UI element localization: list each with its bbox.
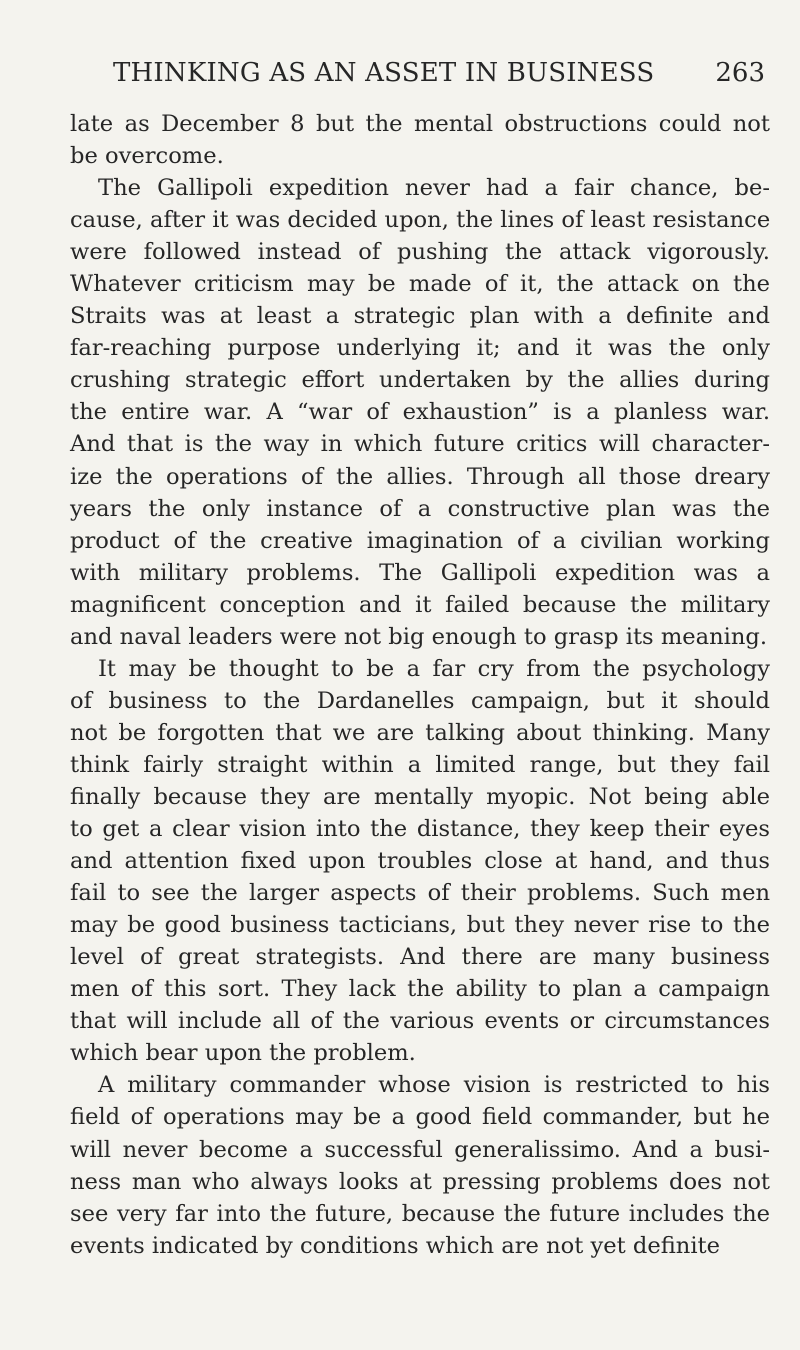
text-line: Whatever criticism may be made of it, the attack on the bbox=[70, 271, 770, 298]
running-head bbox=[113, 55, 765, 91]
text-line: far-reaching purpose underlying it; and it was the only bbox=[70, 335, 770, 362]
text-line: of business to the Dardanelles campaign, but it should bbox=[70, 687, 770, 714]
text-line: ness man who always looks at pressing problems does not bbox=[70, 1168, 770, 1195]
text-line: will never become a successful generalissimo. And a busi- bbox=[70, 1136, 770, 1163]
text-line: A military commander whose vision is restricted to his bbox=[98, 1072, 770, 1099]
page-number: 263 bbox=[715, 58, 765, 88]
text-line: product of the creative imagination of a civilian working bbox=[70, 527, 770, 554]
text-line: It may be thought to be a far cry from the psychology bbox=[98, 655, 770, 682]
text-line: fail to see the larger aspects of their problems. Such men bbox=[70, 880, 770, 907]
text-line: level of great strategists. And there are many business bbox=[70, 944, 770, 971]
text-line: to get a clear vision into the distance, they keep their eyes bbox=[70, 816, 770, 843]
running-title: THINKING AS AN ASSET IN BUSINESS bbox=[113, 58, 655, 88]
text-line: magnificent conception and it failed because the military bbox=[70, 591, 770, 618]
text-line: crushing strategic effort undertaken by the allies during bbox=[70, 367, 770, 394]
text-line: the entire war. A “war of exhaustion” is a planless war. bbox=[70, 399, 770, 426]
text-line: were followed instead of pushing the attack vigorously. bbox=[70, 239, 770, 266]
text-line: that will include all of the various events or circumstances bbox=[70, 1008, 770, 1035]
text-line: cause, after it was decided upon, the lines of least resistance bbox=[70, 207, 771, 234]
text-line: and naval leaders were not big enough to grasp its meaning. bbox=[70, 623, 768, 650]
body-text bbox=[70, 108, 770, 1262]
text-line: events indicated by conditions which are not yet definite bbox=[70, 1232, 721, 1259]
text-line: late as December 8 but the mental obstructions could not bbox=[70, 111, 770, 137]
text-line: Straits was at least a strategic plan with a definite and bbox=[70, 303, 770, 330]
text-line: ize the operations of the allies. Through all those dreary bbox=[70, 463, 770, 490]
text-line: not be forgotten that we are talking about thinking. Many bbox=[70, 719, 770, 746]
text-line: men of this sort. They lack the ability to plan a campaign bbox=[70, 976, 770, 1003]
text-line: may be good business tacticians, but they never rise to the bbox=[70, 912, 770, 939]
text-line: think fairly straight within a limited range, but they fail bbox=[70, 751, 770, 778]
text-line: finally because they are mentally myopic. Not being able bbox=[70, 783, 770, 810]
text-line: years the only instance of a constructive plan was the bbox=[70, 495, 770, 522]
text-line: see very far into the future, because the future includes the bbox=[70, 1200, 770, 1227]
text-line: field of operations may be a good field commander, but he bbox=[70, 1104, 770, 1131]
text-line: which bear upon the problem. bbox=[70, 1040, 416, 1067]
text-line: with military problems. The Gallipoli expedition was a bbox=[70, 559, 770, 586]
text-line: The Gallipoli expedition never had a fair chance, be- bbox=[98, 175, 770, 202]
text-line: and attention fixed upon troubles close at hand, and thus bbox=[70, 848, 770, 875]
text-line: And that is the way in which future critics will character- bbox=[70, 431, 770, 458]
text-line: be overcome. bbox=[70, 143, 224, 170]
